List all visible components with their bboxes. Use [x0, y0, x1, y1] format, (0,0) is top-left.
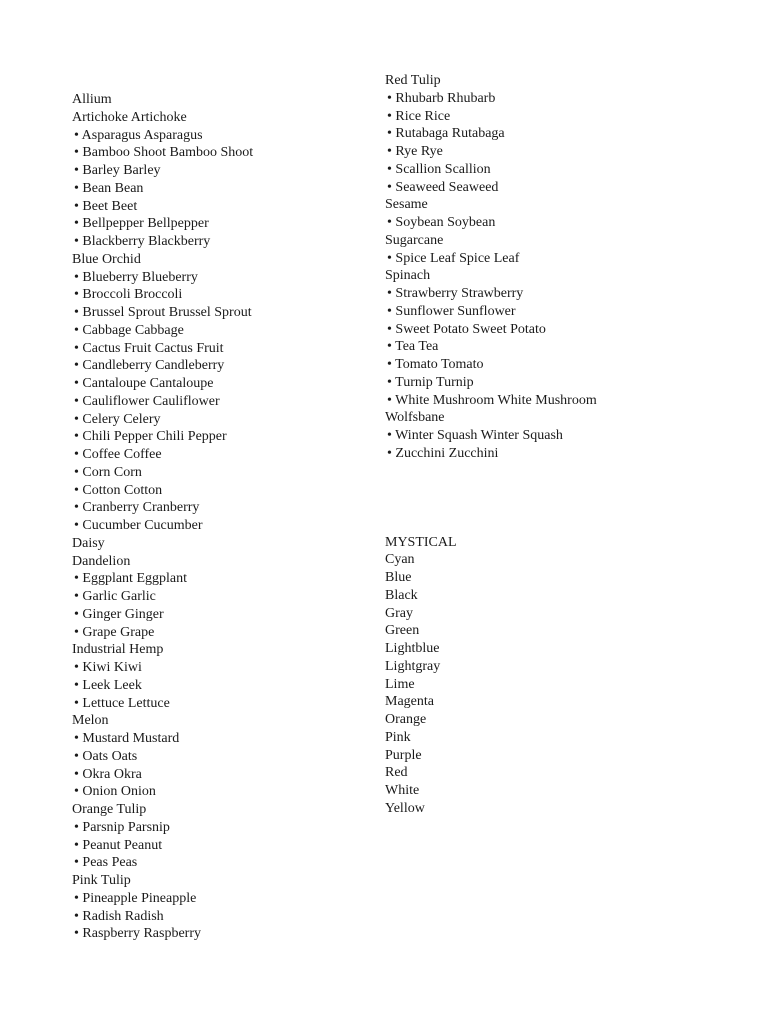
list-heading: Spinach: [385, 268, 431, 284]
list-item: • Radish Radish: [74, 908, 164, 924]
list-item: • Grape Grape: [74, 624, 155, 640]
list-item: • Rhubarb Rhubarb: [387, 90, 496, 106]
list-heading: Red Tulip: [385, 73, 441, 88]
list-item: • Leek Leek: [74, 677, 142, 693]
list-heading: Sugarcane: [385, 232, 444, 248]
list-item: • Chili Pepper Chili Pepper: [74, 429, 227, 445]
list-heading: Lime: [385, 676, 415, 692]
list-item: • Coffee Coffee: [74, 447, 162, 462]
list-item: • Lettuce Lettuce: [74, 695, 170, 711]
list-item: • Cantaloupe Cantaloupe: [74, 376, 214, 391]
list-heading: Red: [385, 765, 408, 781]
list-item: • Rice Rice: [387, 108, 451, 124]
list-item: • Sweet Potato Sweet Potato: [387, 321, 546, 337]
list-heading: Gray: [385, 605, 413, 621]
list-item: • Oats Oats: [74, 748, 138, 764]
list-item: • Beet Beet: [74, 198, 138, 214]
list-item: • Bamboo Shoot Bamboo Shoot: [74, 145, 254, 161]
list-item: • Asparagus Asparagus: [74, 127, 203, 143]
list-item: • Pineapple Pineapple: [74, 890, 197, 906]
list-item: • Sunflower Sunflower: [387, 303, 516, 319]
list-heading: Black: [385, 587, 418, 603]
list-item: • Soybean Soybean: [387, 215, 496, 230]
list-heading: Artichoke Artichoke: [72, 109, 187, 125]
list-heading: Purple: [385, 747, 422, 763]
list-heading: MYSTICAL: [385, 534, 457, 550]
list-item: • Tomato Tomato: [387, 357, 484, 372]
list-heading: Cyan: [385, 552, 415, 568]
list-item: • Brussel Sprout Brussel Sprout: [74, 305, 252, 320]
column-spacer: [385, 463, 597, 534]
right-column-top-list: [385, 72, 597, 463]
list-item: • Eggplant Eggplant: [74, 571, 187, 587]
list-item: • Strawberry Strawberry: [387, 286, 524, 301]
list-item: • Peas Peas: [74, 855, 138, 871]
list-item: • Rutabaga Rutabaga: [387, 126, 505, 142]
list-item: • Onion Onion: [74, 784, 156, 800]
list-item: • Candleberry Candleberry: [74, 358, 225, 374]
list-item: • Okra Okra: [74, 766, 142, 782]
right-column: [385, 72, 597, 818]
list-item: • Seaweed Seaweed: [387, 179, 499, 195]
list-item: • Parsnip Parsnip: [74, 819, 170, 835]
list-item: • Bellpepper Bellpepper: [74, 216, 209, 232]
list-item: • Zucchini Zucchini: [387, 445, 499, 461]
list-heading: Pink Tulip: [72, 873, 131, 888]
list-item: • Ginger Ginger: [74, 606, 164, 622]
list-item: • Raspberry Raspberry: [74, 926, 201, 942]
list-item: • Cactus Fruit Cactus Fruit: [74, 340, 224, 356]
list-item: • Cranberry Cranberry: [74, 500, 200, 516]
list-item: • Cabbage Cabbage: [74, 322, 184, 338]
list-item: • Blueberry Blueberry: [74, 269, 198, 285]
list-item: • Rye Rye: [387, 144, 443, 159]
list-item: • Cauliflower Cauliflower: [74, 393, 220, 409]
list-item: • Broccoli Broccoli: [74, 287, 183, 303]
list-item: • Winter Squash Winter Squash: [387, 428, 563, 443]
list-heading: Yellow: [385, 800, 425, 816]
list-heading: Blue Orchid: [72, 251, 141, 267]
list-item: • Kiwi Kiwi: [74, 660, 142, 675]
list-item: • Cotton Cotton: [74, 482, 163, 498]
list-heading: Blue: [385, 570, 412, 585]
list-item: • Bean Bean: [74, 180, 144, 196]
left-column: [72, 91, 253, 943]
list-heading: Lightblue: [385, 641, 440, 656]
list-heading: Orange Tulip: [72, 802, 147, 817]
list-item: • Cucumber Cucumber: [74, 518, 203, 533]
list-item: • Turnip Turnip: [387, 374, 474, 390]
list-item: • Barley Barley: [74, 163, 161, 178]
list-item: • Corn Corn: [74, 464, 142, 480]
list-heading: Magenta: [385, 694, 434, 710]
list-item: • Mustard Mustard: [74, 731, 180, 746]
list-heading: Pink: [385, 729, 411, 745]
right-column-bottom-list: [385, 534, 597, 818]
list-heading: Daisy: [72, 535, 105, 551]
list-item: • Celery Celery: [74, 411, 161, 427]
list-heading: White: [385, 783, 420, 798]
list-heading: Orange: [385, 712, 427, 727]
list-heading: Sesame: [385, 197, 428, 213]
list-item: • Tea Tea: [387, 339, 439, 355]
list-heading: Wolfsbane: [385, 410, 445, 426]
list-heading: Allium: [72, 92, 112, 107]
list-item: • Spice Leaf Spice Leaf: [387, 250, 520, 266]
list-item: • White Mushroom White Mushroom: [387, 392, 597, 408]
list-heading: Melon: [72, 713, 109, 729]
list-heading: Green: [385, 623, 420, 639]
list-item: • Scallion Scallion: [387, 161, 491, 177]
list-item: • Blackberry Blackberry: [74, 234, 211, 249]
list-item: • Garlic Garlic: [74, 589, 156, 604]
list-item: • Peanut Peanut: [74, 837, 163, 853]
list-heading: Dandelion: [72, 553, 131, 569]
list-heading: Lightgray: [385, 658, 441, 674]
list-heading: Industrial Hemp: [72, 642, 164, 658]
